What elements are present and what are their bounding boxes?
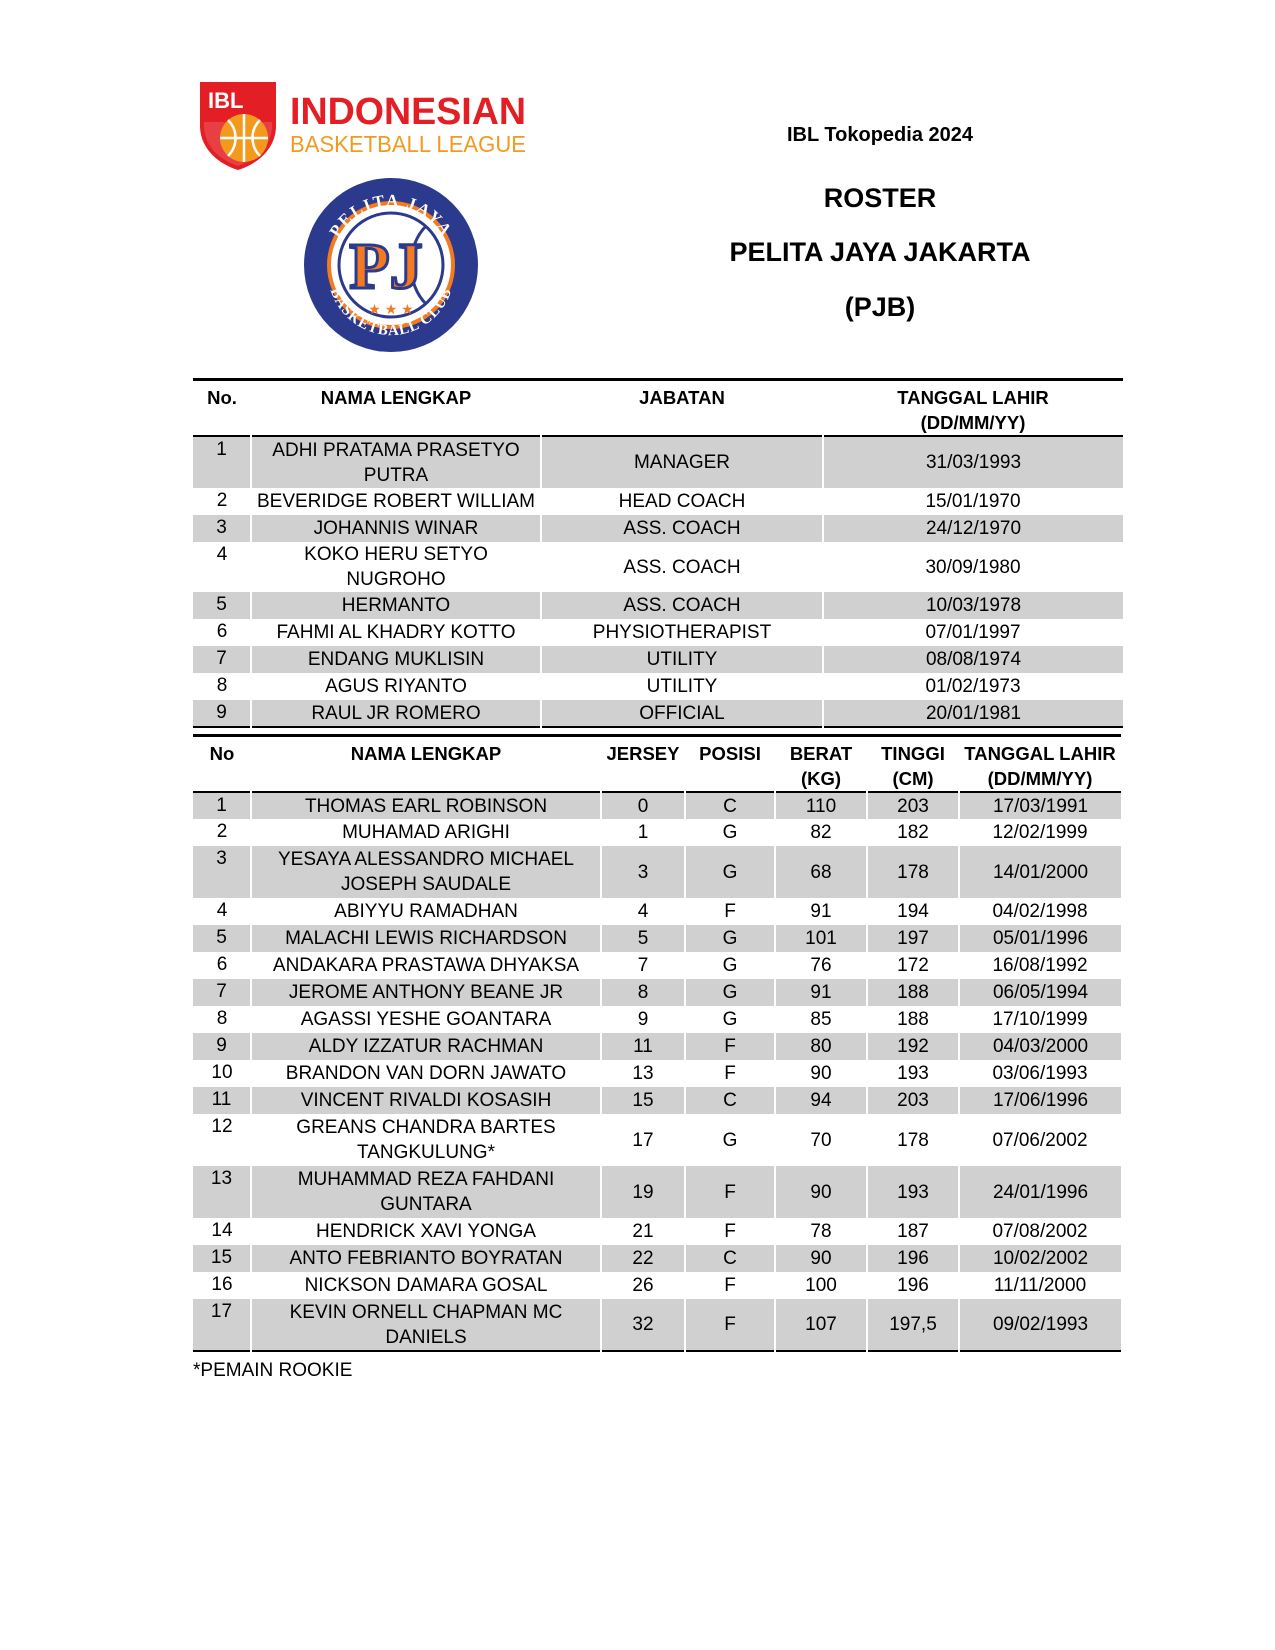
table-row — [193, 1245, 1121, 1272]
cell-dob: 17/03/1991 — [959, 792, 1121, 819]
cell-name: GREANS CHANDRA BARTES TANGKULUNG* — [296, 1117, 556, 1163]
cell-height: 197 — [867, 925, 959, 952]
cell-pos: F — [724, 901, 736, 922]
cell-height: 187 — [897, 1221, 929, 1242]
cell-dob: 07/08/2002 — [992, 1221, 1088, 1242]
ibl-logo — [198, 78, 538, 172]
table-row — [193, 542, 1123, 592]
cell-no: 2 — [216, 821, 228, 842]
cell-role: ASS. COACH — [541, 592, 823, 619]
cell-dob: 24/01/1996 — [959, 1166, 1121, 1218]
table-row — [193, 619, 1123, 646]
cell-role: UTILITY — [541, 646, 823, 673]
cell-no: 13 — [193, 1166, 251, 1218]
cell-weight: 110 — [775, 792, 867, 819]
table-row — [193, 846, 1121, 898]
table-row — [193, 925, 1121, 952]
cell-pos: F — [724, 1221, 736, 1242]
col-header-position: POSISI — [699, 743, 761, 764]
cell-no: 8 — [216, 675, 228, 696]
cell-height: 178 — [867, 846, 959, 898]
cell-weight: 101 — [775, 925, 867, 952]
cell-role: PHYSIOTHERAPIST — [592, 622, 772, 643]
cell-no: 9 — [193, 700, 251, 727]
col-header-height: TINGGI (CM) — [881, 743, 945, 789]
cell-pos: G — [685, 925, 775, 952]
cell-dob: 12/02/1999 — [992, 822, 1088, 843]
cell-name: BRANDON VAN DORN JAWATO — [285, 1063, 567, 1084]
cell-no: 11 — [193, 1087, 251, 1114]
cell-height: 182 — [897, 822, 929, 843]
staff-header-row — [193, 380, 1123, 437]
cell-dob: 04/03/2000 — [959, 1033, 1121, 1060]
cell-height: 197,5 — [867, 1299, 959, 1351]
table-row — [193, 1299, 1121, 1351]
cell-dob: 07/01/1997 — [925, 622, 1021, 643]
cell-jersey: 8 — [601, 979, 685, 1006]
footnote: *PEMAIN ROOKIE — [193, 1360, 353, 1381]
cell-height: 172 — [897, 955, 929, 976]
cell-name: FAHMI AL KHADRY KOTTO — [276, 622, 516, 643]
cell-name: MALACHI LEWIS RICHARDSON — [251, 925, 601, 952]
table-row — [193, 1218, 1121, 1245]
table-row — [193, 700, 1123, 727]
cell-name: ENDANG MUKLISIN — [251, 646, 541, 673]
cell-no: 14 — [211, 1220, 233, 1241]
team-name: PELITA JAYA JAKARTA — [729, 237, 1031, 267]
cell-no: 7 — [193, 979, 251, 1006]
table-row — [193, 673, 1123, 700]
cell-no: 16 — [211, 1274, 233, 1295]
cell-jersey: 21 — [632, 1221, 654, 1242]
cell-name: BEVERIDGE ROBERT WILLIAM — [256, 491, 536, 512]
table-row — [193, 898, 1121, 925]
cell-no: 2 — [216, 490, 228, 511]
table-row — [193, 515, 1123, 542]
cell-pos: C — [685, 1245, 775, 1272]
cell-dob: 11/11/2000 — [993, 1275, 1087, 1296]
cell-role: UTILITY — [646, 676, 718, 697]
cell-jersey: 26 — [632, 1275, 654, 1296]
cell-jersey: 15 — [601, 1087, 685, 1114]
cell-no: 1 — [193, 792, 251, 819]
cell-dob: 17/06/1996 — [959, 1087, 1121, 1114]
cell-pos: F — [724, 1063, 736, 1084]
cell-dob: 08/08/1974 — [823, 646, 1123, 673]
ibl-line2: BASKETBALL LEAGUE — [290, 131, 526, 157]
cell-no: 12 — [211, 1116, 233, 1137]
cell-dob: 16/08/1992 — [992, 955, 1088, 976]
cell-dob: 04/02/1998 — [992, 901, 1088, 922]
cell-jersey: 19 — [601, 1166, 685, 1218]
cell-no: 6 — [216, 954, 228, 975]
cell-no: 3 — [193, 515, 251, 542]
cell-pos: G — [722, 955, 738, 976]
cell-jersey: 1 — [637, 822, 649, 843]
cell-no: 10 — [211, 1062, 233, 1083]
cell-name: KOKO HERU SETYO NUGROHO — [304, 544, 488, 590]
cell-jersey: 5 — [601, 925, 685, 952]
cell-weight: 70 — [810, 1129, 832, 1151]
cell-role: MANAGER — [541, 436, 823, 488]
cell-pos: G — [685, 846, 775, 898]
cell-pos: G — [722, 822, 738, 843]
cell-weight: 85 — [810, 1009, 832, 1030]
cell-no: 3 — [193, 846, 251, 898]
club-top-text: PELITA JAYA — [325, 190, 457, 241]
cell-pos: G — [685, 979, 775, 1006]
cell-height: 188 — [897, 1009, 929, 1030]
cell-name: ALDY IZZATUR RACHMAN — [251, 1033, 601, 1060]
table-row — [193, 646, 1123, 673]
cell-jersey: 3 — [601, 846, 685, 898]
cell-weight: 68 — [775, 846, 867, 898]
cell-weight: 94 — [775, 1087, 867, 1114]
col-header-dob: TANGGAL LAHIR (DD/MM/YY) — [964, 743, 1116, 789]
table-row — [193, 952, 1121, 979]
cell-pos: F — [685, 1299, 775, 1351]
cell-dob: 10/03/1978 — [823, 592, 1123, 619]
table-row — [193, 436, 1123, 488]
cell-dob: 20/01/1981 — [823, 700, 1123, 727]
team-code: (PJB) — [844, 292, 916, 322]
cell-jersey: 7 — [637, 955, 649, 976]
cell-no: 17 — [193, 1299, 251, 1351]
cell-name: VINCENT RIVALDI KOSASIH — [251, 1087, 601, 1114]
cell-dob: 14/01/2000 — [959, 846, 1121, 898]
cell-no: 8 — [216, 1008, 228, 1029]
cell-height: 188 — [867, 979, 959, 1006]
cell-dob: 30/09/1980 — [925, 556, 1021, 578]
cell-weight: 107 — [775, 1299, 867, 1351]
cell-role: OFFICIAL — [541, 700, 823, 727]
cell-dob: 10/02/2002 — [959, 1245, 1121, 1272]
table-row — [193, 1272, 1121, 1299]
cell-no: 5 — [193, 925, 251, 952]
club-bottom-text: BASKETBALL CLUB — [326, 285, 456, 340]
cell-dob: 07/06/2002 — [992, 1129, 1088, 1151]
cell-no: 5 — [193, 592, 251, 619]
cell-pos: F — [685, 1166, 775, 1218]
cell-dob: 24/12/1970 — [823, 515, 1123, 542]
col-header-weight: BERAT (KG) — [789, 743, 853, 789]
cell-pos: G — [722, 1009, 738, 1030]
cell-name: NICKSON DAMARA GOSAL — [304, 1275, 548, 1296]
cell-height: 192 — [867, 1033, 959, 1060]
table-row — [193, 792, 1121, 819]
cell-no: 4 — [216, 544, 228, 565]
cell-weight: 90 — [775, 1245, 867, 1272]
cell-name: ADHI PRATAMA PRASETYO PUTRA — [251, 436, 541, 488]
page-title: ROSTER — [823, 183, 937, 213]
cell-pos: F — [724, 1275, 736, 1296]
cell-height: 203 — [867, 1087, 959, 1114]
cell-jersey: 13 — [632, 1063, 654, 1084]
col-header-no: No. — [207, 387, 237, 408]
cell-no: 6 — [216, 621, 228, 642]
cell-role: ASS. COACH — [541, 515, 823, 542]
cell-name: RAUL JR ROMERO — [251, 700, 541, 727]
cell-name: AGASSI YESHE GOANTARA — [300, 1009, 552, 1030]
cell-name: KEVIN ORNELL CHAPMAN MC DANIELS — [251, 1299, 601, 1351]
table-row — [193, 1033, 1121, 1060]
table-row — [193, 592, 1123, 619]
cell-pos: C — [685, 1087, 775, 1114]
table-row — [193, 1114, 1121, 1166]
cell-pos: G — [722, 1129, 738, 1151]
cell-dob: 03/06/1993 — [992, 1063, 1088, 1084]
table-row — [193, 1060, 1121, 1087]
col-header-role: JABATAN — [639, 387, 725, 408]
cell-no: 1 — [193, 436, 251, 488]
cell-weight: 91 — [810, 901, 832, 922]
cell-pos: F — [685, 1033, 775, 1060]
col-header-no: No — [209, 743, 235, 764]
cell-height: 196 — [897, 1275, 929, 1296]
cell-name: ANDAKARA PRASTAWA DHYAKSA — [272, 955, 580, 976]
cell-name: THOMAS EARL ROBINSON — [251, 792, 601, 819]
cell-dob: 17/10/1999 — [992, 1009, 1088, 1030]
cell-jersey: 0 — [601, 792, 685, 819]
cell-dob: 31/03/1993 — [823, 436, 1123, 488]
cell-height: 178 — [897, 1129, 929, 1151]
cell-name: ANTO FEBRIANTO BOYRATAN — [251, 1245, 601, 1272]
cell-dob: 15/01/1970 — [925, 491, 1021, 512]
cell-name: JOHANNIS WINAR — [251, 515, 541, 542]
cell-no: 7 — [193, 646, 251, 673]
cell-jersey: 9 — [637, 1009, 649, 1030]
table-row — [193, 1087, 1121, 1114]
star-icons: ★ ★ ★ — [368, 301, 414, 317]
cell-weight: 91 — [775, 979, 867, 1006]
cell-jersey: 22 — [601, 1245, 685, 1272]
cell-weight: 100 — [805, 1275, 837, 1296]
cell-dob: 09/02/1993 — [959, 1299, 1121, 1351]
cell-dob: 01/02/1973 — [925, 676, 1021, 697]
player-table — [193, 734, 1121, 1352]
cell-weight: 90 — [775, 1166, 867, 1218]
cell-role: ASS. COACH — [623, 556, 741, 578]
table-row — [193, 1006, 1121, 1033]
table-row — [193, 1166, 1121, 1218]
cell-no: 15 — [193, 1245, 251, 1272]
cell-height: 194 — [897, 901, 929, 922]
cell-jersey: 11 — [601, 1033, 685, 1060]
cell-height: 203 — [867, 792, 959, 819]
cell-height: 193 — [897, 1063, 929, 1084]
cell-name: MUHAMAD ARIGHI — [342, 822, 510, 843]
cell-name: AGUS RIYANTO — [325, 676, 467, 697]
event-name: IBL Tokopedia 2024 — [787, 124, 973, 146]
staff-table — [193, 378, 1123, 728]
cell-jersey: 4 — [637, 901, 649, 922]
cell-no: 9 — [193, 1033, 251, 1060]
cell-weight: 90 — [810, 1063, 832, 1084]
table-row — [193, 488, 1123, 515]
cell-pos: C — [685, 792, 775, 819]
club-monogram: PJ — [349, 230, 423, 303]
cell-name: JEROME ANTHONY BEANE JR — [251, 979, 601, 1006]
pelita-jaya-logo — [302, 176, 480, 354]
cell-name: YESAYA ALESSANDRO MICHAEL JOSEPH SAUDALE — [251, 846, 601, 898]
cell-weight: 82 — [810, 822, 832, 843]
cell-height: 193 — [867, 1166, 959, 1218]
col-header-name: NAMA LENGKAP — [350, 743, 502, 764]
cell-name: HENDRICK XAVI YONGA — [316, 1221, 536, 1242]
cell-role: HEAD COACH — [618, 491, 746, 512]
cell-dob: 06/05/1994 — [959, 979, 1121, 1006]
cell-name: ABIYYU RAMADHAN — [334, 901, 518, 922]
ibl-line1: INDONESIAN — [290, 91, 526, 133]
player-header-row — [193, 736, 1121, 793]
cell-weight: 80 — [775, 1033, 867, 1060]
cell-jersey: 17 — [632, 1129, 654, 1151]
ibl-badge-text: IBL — [208, 88, 244, 113]
cell-weight: 76 — [810, 955, 832, 976]
cell-name: HERMANTO — [251, 592, 541, 619]
cell-height: 196 — [867, 1245, 959, 1272]
cell-weight: 78 — [810, 1221, 832, 1242]
col-header-dob: TANGGAL LAHIR (DD/MM/YY) — [897, 387, 1049, 433]
cell-dob: 05/01/1996 — [959, 925, 1121, 952]
cell-name: MUHAMMAD REZA FAHDANI GUNTARA — [251, 1166, 601, 1218]
table-row — [193, 819, 1121, 846]
col-header-jersey: JERSEY — [606, 743, 680, 764]
cell-no: 4 — [216, 900, 228, 921]
cell-jersey: 32 — [601, 1299, 685, 1351]
table-row — [193, 979, 1121, 1006]
col-header-name: NAMA LENGKAP — [320, 387, 472, 408]
